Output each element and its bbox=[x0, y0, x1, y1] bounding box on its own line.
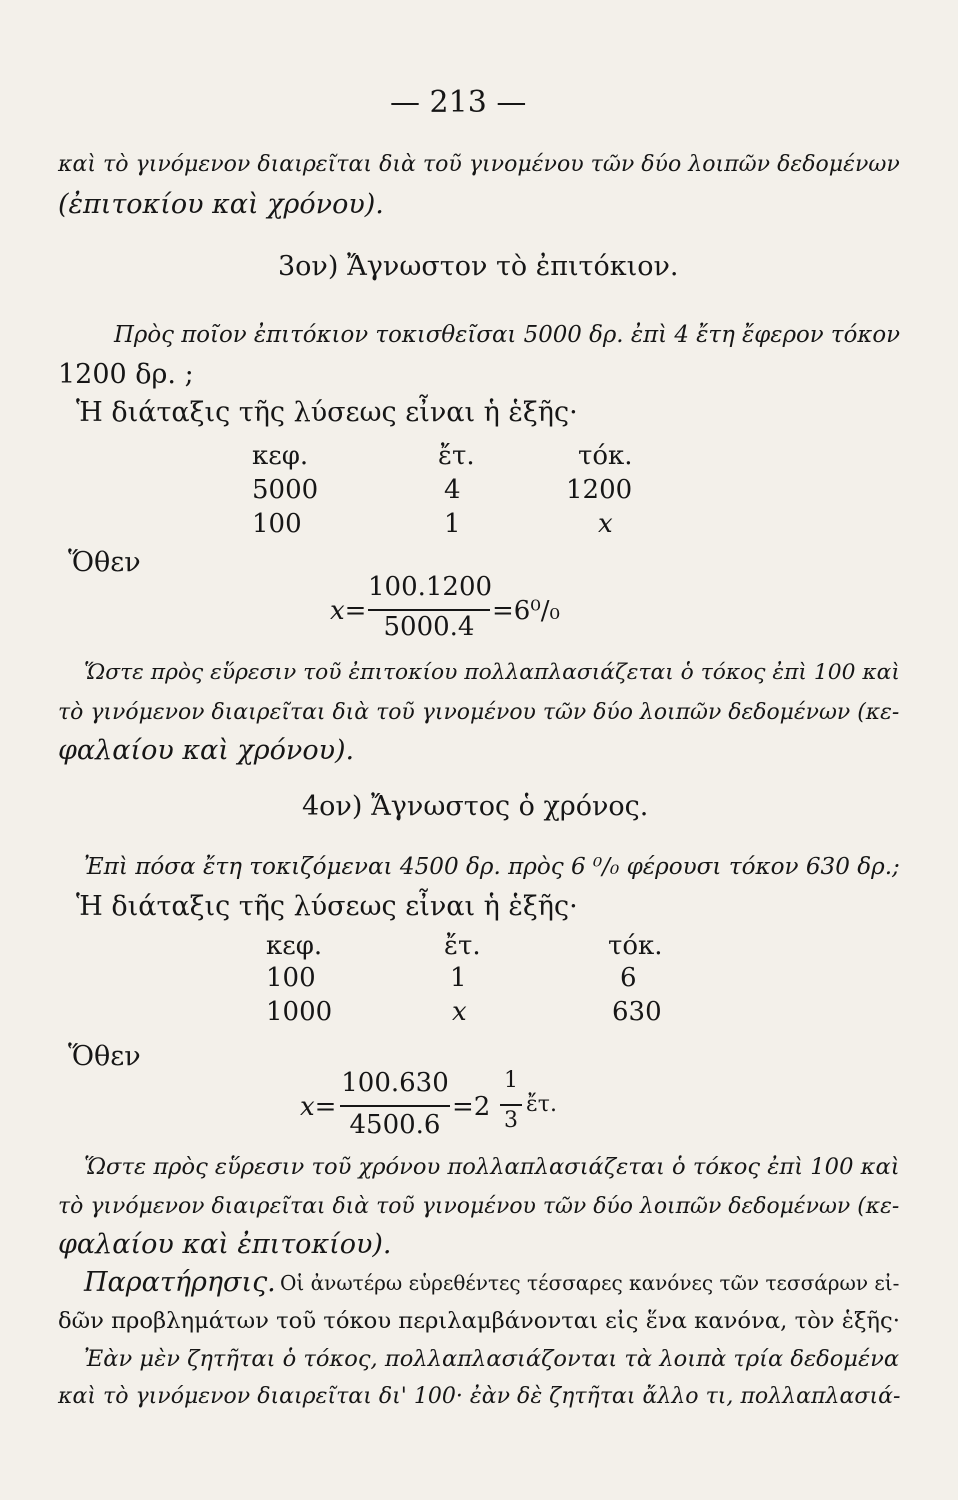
section-3-arrangement: Ἡ διάταξις τῆς λύσεως εἶναι ἡ ἑξῆς· bbox=[76, 397, 578, 428]
s4-row1-interest: 6 bbox=[620, 963, 637, 993]
s3-row1-years: 4 bbox=[444, 475, 461, 505]
s3-row1-capital: 5000 bbox=[252, 475, 319, 505]
remark-line-2: δῶν προβλημάτων τοῦ τόκου περιλαμβάνονται εἰς ἕνα κανόνα, τὸν ἑξῆς· bbox=[58, 1308, 900, 1334]
section-4-conclusion-line-3: φαλαίου καὶ ἐπιτοκίου). bbox=[58, 1229, 392, 1260]
section-3-heading: 3ον) Ἄγνωστον τὸ ἐπιτόκιον. bbox=[278, 251, 679, 282]
s3-formula-bar bbox=[368, 609, 490, 611]
remark-line-4: καὶ τὸ γινόμενον διαιρεῖται δι' 100· ἐὰν δὲ ζητῆται ἄλλο τι, πολλαπλασιά- bbox=[58, 1384, 901, 1409]
section-3-hence: Ὅθεν bbox=[68, 547, 141, 578]
section-4-conclusion-line-1: Ὥστε πρὸς εὕρεσιν τοῦ χρόνου πολλαπλασιάζεται ὁ τόκος ἐπὶ 100 καὶ bbox=[84, 1154, 900, 1180]
s4-formula-result-whole: =2 bbox=[452, 1092, 491, 1122]
s3-header-years: ἔτ. bbox=[438, 441, 475, 471]
s3-header-interest: τόκ. bbox=[578, 441, 633, 471]
s4-formula-unit: ἔτ. bbox=[526, 1092, 557, 1117]
s4-row1-capital: 100 bbox=[266, 963, 316, 993]
s3-formula-numerator: 100.1200 bbox=[368, 572, 493, 602]
s4-formula-result-numerator: 1 bbox=[504, 1068, 518, 1093]
s3-row1-interest: 1200 bbox=[566, 475, 633, 505]
remark-line-1: Οἱ ἀνωτέρω εὑρεθέντες τέσσαρες κανόνες τῶν τεσσάρων εἰ- bbox=[280, 1271, 900, 1295]
section-4-conclusion-line-2: τὸ γινόμενον διαιρεῖται διὰ τοῦ γινομένου τῶν δύο λοιπῶν δεδομένων (κε- bbox=[58, 1194, 900, 1219]
s4-formula-bar bbox=[340, 1105, 450, 1107]
s4-formula-lhs: x= bbox=[300, 1092, 337, 1122]
section-4-problem-line-1: Ἐπὶ πόσα ἔτη τοκιζόμεναι 4500 δρ. πρὸς 6 ⁰/₀ φέρουσι τόκον 630 δρ.; bbox=[84, 854, 900, 880]
section-3-conclusion-line-3: φαλαίου καὶ χρόνου). bbox=[58, 735, 355, 766]
s3-formula-result: =6⁰/₀ bbox=[492, 596, 560, 626]
section-3-problem-line-2: 1200 δρ. ; bbox=[58, 359, 194, 390]
intro-line-1: καὶ τὸ γινόμενον διαιρεῖται διὰ τοῦ γινομένου τῶν δύο λοιπῶν δεδομένων bbox=[58, 152, 900, 177]
intro-line-2: (ἐπιτοκίου καὶ χρόνου). bbox=[58, 189, 384, 220]
remark-line-3: Ἐὰν μὲν ζητῆται ὁ τόκος, πολλαπλασιάζονται τὰ λοιπὰ τρία δεδομένα bbox=[84, 1346, 900, 1372]
section-4-arrangement: Ἡ διάταξις τῆς λύσεως εἶναι ἡ ἑξῆς· bbox=[76, 891, 578, 922]
s4-row2-interest: 630 bbox=[612, 997, 662, 1027]
remark-label: Παρατήρησις. bbox=[84, 1267, 276, 1298]
s4-header-interest: τόκ. bbox=[608, 931, 663, 961]
s3-row2-interest: x bbox=[598, 509, 613, 539]
s4-formula-result-denominator: 3 bbox=[504, 1108, 518, 1133]
s4-header-years: ἔτ. bbox=[444, 931, 481, 961]
s4-header-capital: κεφ. bbox=[266, 931, 323, 961]
section-4-heading: 4ον) Ἄγνωστος ὁ χρόνος. bbox=[302, 791, 649, 822]
section-3-conclusion-line-1: Ὥστε πρὸς εὕρεσιν τοῦ ἐπιτοκίου πολλαπλασιάζεται ὁ τόκος ἐπὶ 100 καὶ bbox=[84, 660, 900, 685]
s3-row2-years: 1 bbox=[444, 509, 461, 539]
page-number: — 213 — bbox=[390, 85, 527, 120]
s4-formula-denominator: 4500.6 bbox=[349, 1110, 441, 1140]
s4-formula-numerator: 100.630 bbox=[341, 1068, 449, 1098]
s4-row2-capital: 1000 bbox=[266, 997, 333, 1027]
s4-formula-result-bar bbox=[500, 1104, 522, 1106]
section-3-conclusion-line-2: τὸ γινόμενον διαιρεῖται διὰ τοῦ γινομένου τῶν δύο λοιπῶν δεδομένων (κε- bbox=[58, 700, 900, 725]
s4-row2-years: x bbox=[452, 997, 467, 1027]
s3-formula-lhs: x= bbox=[330, 596, 367, 626]
s3-row2-capital: 100 bbox=[252, 509, 302, 539]
s3-formula-denominator: 5000.4 bbox=[383, 612, 475, 642]
s4-row1-years: 1 bbox=[450, 963, 467, 993]
section-4-hence: Ὅθεν bbox=[68, 1041, 141, 1072]
s3-header-capital: κεφ. bbox=[252, 441, 309, 471]
section-3-problem-line-1: Πρὸς ποῖον ἐπιτόκιον τοκισθεῖσαι 5000 δρ. ἐπὶ 4 ἔτη ἔφερον τόκον bbox=[114, 322, 900, 348]
